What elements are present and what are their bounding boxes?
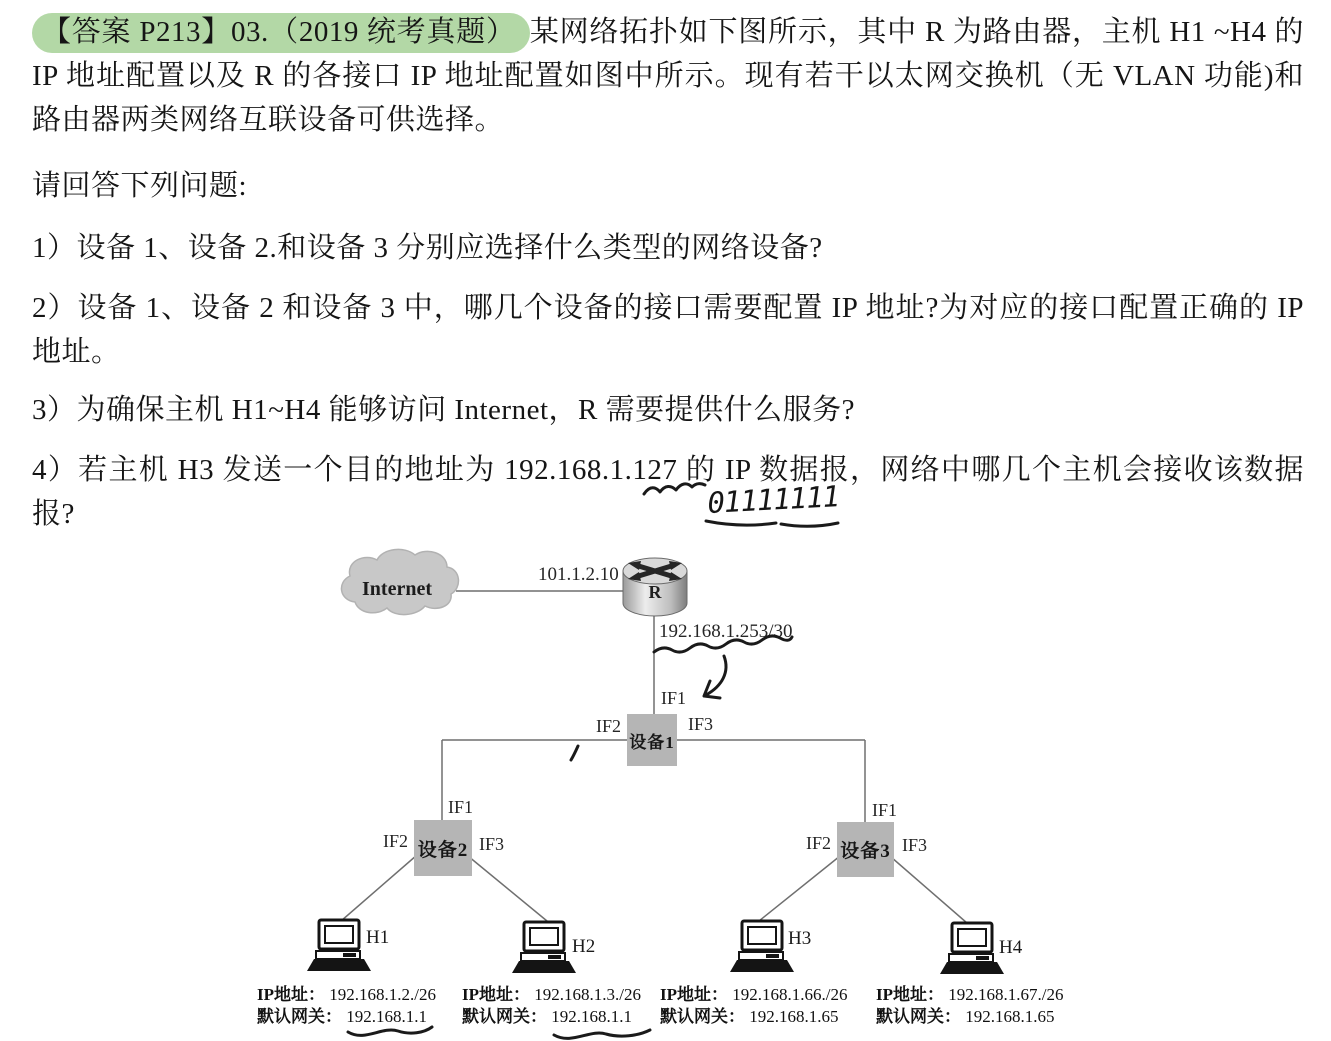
h3-config (660, 984, 847, 1028)
h2-ip-value: 192.168.1.3./26 (534, 985, 641, 1004)
h3-gw-value: 192.168.1.65 (749, 1007, 839, 1026)
device2-if1-label: IF1 (448, 797, 474, 817)
handwritten-arrow-to-if1 (704, 656, 726, 698)
sub-question-1: 1）设备 1、设备 2.和设备 3 分别应选择什么类型的网络设备? (32, 232, 823, 264)
h1-computer-icon (305, 918, 373, 974)
router-icon (620, 556, 690, 620)
wire-device3-h4 (891, 857, 967, 923)
h4-computer-icon (938, 921, 1006, 977)
sub-question-4 (32, 448, 1304, 536)
h1-gw-value: 192.168.1.1 (346, 1007, 427, 1026)
h2-ip-line (462, 984, 641, 1006)
h3-gw-label: 默认网关： (660, 1007, 745, 1026)
handwritten-underline-h1-gateway (348, 1027, 432, 1035)
h2-computer-icon (510, 920, 578, 976)
h1-config (257, 984, 436, 1028)
h4-gw-value: 192.168.1.65 (965, 1007, 1055, 1026)
sub-question-4-annotated-octet: 127 (632, 454, 678, 486)
handwritten-underline-h2-gateway (554, 1030, 650, 1038)
device2-box: 设备2 (414, 820, 472, 876)
h3-ip-value: 192.168.1.66./26 (732, 985, 848, 1004)
h3-label: H3 (788, 928, 812, 949)
device1-if1-label: IF1 (661, 688, 687, 708)
router-name-label: R (648, 582, 662, 602)
router-wan-ip-label: 101.1.2.10 (538, 564, 619, 585)
internet-label: Internet (362, 578, 432, 600)
wire-device2-h2 (468, 856, 547, 921)
h1-ip-label: IP地址： (257, 985, 325, 1004)
h2-config (462, 984, 641, 1028)
device3-if2-label: IF2 (806, 833, 832, 853)
h2-label: H2 (572, 936, 596, 957)
h2-ip-label: IP地址： (462, 985, 530, 1004)
h4-ip-value: 192.168.1.67./26 (948, 985, 1064, 1004)
h4-ip-line (876, 984, 1063, 1006)
handwritten-tick-mark (571, 746, 578, 760)
h2-gw-value: 192.168.1.1 (551, 1007, 632, 1026)
sub-question-2: 2）设备 1、设备 2 和设备 3 中，哪几个设备的接口需要配置 IP 地址?为对应的接口配置正确的 IP 地址。 (32, 292, 1304, 368)
h1-ip-value: 192.168.1.2./26 (329, 985, 436, 1004)
device3-box: 设备3 (837, 822, 894, 877)
h4-gw-label: 默认网关： (876, 1007, 961, 1026)
h3-ip-line (660, 984, 847, 1006)
h3-computer-icon (728, 919, 796, 975)
device2-if3-label: IF3 (479, 834, 505, 854)
internet-cloud-icon (331, 544, 463, 624)
h2-gw-line (462, 1006, 641, 1028)
h4-ip-label: IP地址： (876, 985, 944, 1004)
question-prompt: 请回答下列问题: (32, 170, 248, 202)
h1-gw-line (257, 1006, 436, 1028)
wire-device3-h3 (759, 856, 840, 921)
h4-label: H4 (999, 937, 1023, 958)
h4-config (876, 984, 1063, 1028)
device1-if3-label: IF3 (688, 714, 714, 734)
h3-ip-label: IP地址： (660, 985, 728, 1004)
device1-box: 设备1 (627, 714, 677, 766)
device3-if3-label: IF3 (902, 835, 928, 855)
wire-device2-h1 (341, 855, 417, 921)
sub-question-4-after: 的 IP 数据报，网络中哪几个主机会接收该数据报? (32, 454, 1304, 530)
h2-gw-label: 默认网关： (462, 1007, 547, 1026)
router-lan-ip-label: 192.168.1.253/30 (659, 621, 793, 642)
h3-gw-line (660, 1006, 847, 1028)
h1-gw-label: 默认网关： (257, 1007, 342, 1026)
h1-ip-line (257, 984, 436, 1006)
sub-question-4-before: 4）若主机 H3 发送一个目的地址为 192.168.1. (32, 454, 633, 486)
h1-label: H1 (366, 927, 390, 948)
device1-if2-label: IF2 (596, 716, 622, 736)
sub-question-3: 3）为确保主机 H1~H4 能够访问 Internet，R 需要提供什么服务? (32, 394, 855, 426)
answer-reference-highlight: 【答案 P213】03.（2019 统考真题） (32, 13, 530, 53)
question-intro-paragraph (32, 10, 1304, 142)
question-intro-text: 某网络拓扑如下图所示，其中 R 为路由器，主机 H1 ~H4 的 IP 地址配置以及 R 的各接口 IP 地址配置如图中所示。现有若干以太网交换机（无 VLAN 功能)和路由器两类网络互联设备可供选择。 (32, 16, 1304, 136)
device2-if2-label: IF2 (383, 831, 409, 851)
handwritten-binary-note: 01111111 (706, 479, 840, 520)
h4-gw-line (876, 1006, 1063, 1028)
device3-if1-label: IF1 (872, 800, 898, 820)
